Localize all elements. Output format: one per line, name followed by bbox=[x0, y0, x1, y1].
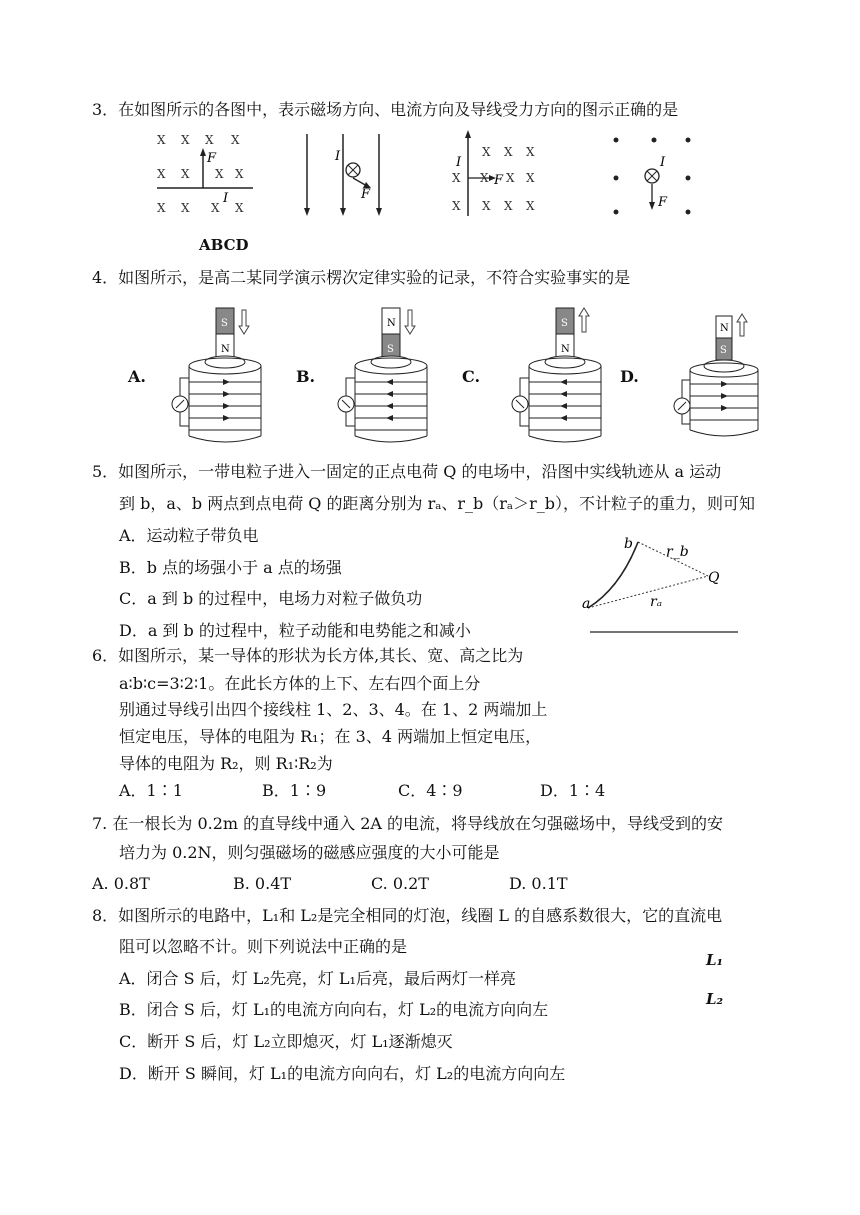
q5-option-d: D．a 到 b 的过程中，粒子动能和电势能之和减小 bbox=[119, 621, 471, 640]
q6-option-d: D．1∶4 bbox=[540, 781, 606, 800]
q3a-label-I: I bbox=[223, 191, 229, 206]
q3b-label-I: I bbox=[335, 149, 341, 164]
q4d-magnet-bottom: S bbox=[720, 345, 727, 356]
svg-text:X: X bbox=[181, 133, 190, 147]
q4-figure-a bbox=[160, 300, 280, 450]
q7-line1: 7. 在一根长为 0.2m 的直导线中通入 2A 的电流，将导线放在匀强磁场中，导线受到的安 bbox=[92, 814, 724, 833]
svg-text:X: X bbox=[181, 167, 190, 181]
svg-text:X: X bbox=[211, 201, 220, 215]
q4-figure-b bbox=[326, 300, 446, 450]
q3c-label-I: I bbox=[456, 155, 462, 170]
q3-figure-d bbox=[602, 130, 702, 220]
q4a-magnet-top: S bbox=[221, 318, 228, 329]
q4-figure-c bbox=[500, 300, 620, 450]
q7-line2: 培力为 0.2N，则匀强磁场的磁感应强度的大小可能是 bbox=[119, 843, 500, 862]
svg-text:X: X bbox=[205, 133, 214, 147]
q3-figure-b bbox=[295, 130, 395, 220]
q5-label-rb: r_b bbox=[666, 544, 689, 560]
q7-option-a: A. 0.8T bbox=[92, 874, 150, 893]
svg-text:X: X bbox=[231, 133, 240, 147]
q6-line1: 6．如图所示，某一导体的形状为长方体,其长、宽、高之比为 bbox=[92, 646, 524, 665]
q5-stem-line1: 5．如图所示，一带电粒子进入一固定的正点电荷 Q 的电场中，沿图中实线轨迹从 a 运动 bbox=[92, 462, 722, 481]
q8-side-label-L1: L₁ bbox=[706, 951, 724, 969]
svg-text:X: X bbox=[504, 145, 513, 159]
q5-label-ra: rₐ bbox=[650, 594, 662, 610]
q4-figure-d bbox=[660, 300, 780, 450]
q5-option-b: B．b 点的场强小于 a 点的场强 bbox=[119, 558, 342, 577]
q4c-magnet-top: S bbox=[561, 318, 568, 329]
svg-text:X: X bbox=[482, 199, 491, 213]
q3c-label-F: F bbox=[494, 173, 504, 188]
q5-label-b: b bbox=[624, 536, 633, 552]
q7-option-d: D. 0.1T bbox=[509, 874, 568, 893]
q7-option-c: C. 0.2T bbox=[371, 874, 429, 893]
q4d-magnet-top: N bbox=[720, 323, 729, 334]
q4b-magnet-bottom: S bbox=[387, 344, 394, 355]
q8-option-b: B．闭合 S 后，灯 L₁的电流方向向右，灯 L₂的电流方向向左 bbox=[119, 1000, 549, 1019]
q8-option-d: D．断开 S 瞬间，灯 L₁的电流方向向右，灯 L₂的电流方向向左 bbox=[119, 1064, 566, 1083]
q8-side-label-L2: L₂ bbox=[706, 990, 724, 1008]
q3d-label-F: F bbox=[658, 195, 668, 210]
svg-text:X: X bbox=[526, 199, 535, 213]
q3-stem: 3．在如图所示的各图中，表示磁场方向、电流方向及导线受力方向的图示正确的是 bbox=[92, 100, 679, 119]
svg-text:X: X bbox=[157, 201, 166, 215]
svg-text:X: X bbox=[504, 199, 513, 213]
q6-line3: 别通过导线引出四个接线柱 1、2、3、4。在 1、2 两端加上 bbox=[119, 700, 548, 719]
q4b-magnet-top: N bbox=[387, 318, 396, 329]
q4-option-b-label: B. bbox=[296, 367, 316, 386]
q3-caption: ABCD bbox=[199, 236, 249, 254]
q6-option-b: B．1∶9 bbox=[262, 781, 327, 800]
q4-stem: 4．如图所示，是高二某同学演示楞次定律实验的记录，不符合实验事实的是 bbox=[92, 268, 631, 287]
svg-text:X: X bbox=[215, 167, 224, 181]
svg-text:X: X bbox=[480, 171, 489, 185]
q3a-label-F: F bbox=[207, 151, 217, 166]
svg-text:X: X bbox=[235, 201, 244, 215]
svg-text:X: X bbox=[526, 171, 535, 185]
svg-text:X: X bbox=[157, 133, 166, 147]
q3-figure-a bbox=[155, 130, 255, 220]
q4-option-c-label: C. bbox=[462, 367, 481, 386]
svg-text:X: X bbox=[506, 171, 515, 185]
q3d-label-I: I bbox=[660, 155, 666, 170]
q6-line4: 恒定电压，导体的电阻为 R₁；在 3、4 两端加上恒定电压， bbox=[119, 727, 542, 746]
q8-line2: 阻可以忽略不计。则下列说法中正确的是 bbox=[119, 937, 408, 956]
q5-figure bbox=[580, 528, 750, 638]
q7-option-b: B. 0.4T bbox=[233, 874, 292, 893]
svg-text:X: X bbox=[452, 199, 461, 213]
q4-option-d-label: D. bbox=[620, 367, 639, 386]
q6-option-a: A．1∶1 bbox=[119, 781, 183, 800]
q8-option-a: A．闭合 S 后，灯 L₂先亮，灯 L₁后亮，最后两灯一样亮 bbox=[119, 969, 516, 988]
svg-text:X: X bbox=[235, 167, 244, 181]
svg-text:X: X bbox=[181, 201, 190, 215]
q6-line5: 导体的电阻为 R₂，则 R₁∶R₂为 bbox=[119, 754, 333, 773]
q3b-label-F: F bbox=[361, 187, 371, 202]
svg-text:X: X bbox=[452, 171, 461, 185]
q8-option-c: C．断开 S 后，灯 L₂立即熄灭，灯 L₁逐渐熄灭 bbox=[119, 1032, 453, 1051]
q5-option-c: C．a 到 b 的过程中，电场力对粒子做负功 bbox=[119, 589, 423, 608]
q8-line1: 8．如图所示的电路中，L₁和 L₂是完全相同的灯泡，线圈 L 的自感系数很大，它的直流电 bbox=[92, 906, 723, 925]
q4a-magnet-bottom: N bbox=[221, 344, 230, 355]
q5-stem-line2: 到 b，a、b 两点到点电荷 Q 的距离分别为 rₐ、r_b（rₐ＞r_b），不计粒子的重力，则可知 bbox=[119, 494, 755, 513]
q3-figure-c bbox=[452, 130, 552, 220]
q5-label-a: a bbox=[582, 596, 591, 612]
q4-option-a-label: A. bbox=[128, 367, 146, 386]
q5-label-Q: Q bbox=[708, 570, 720, 586]
q5-option-a: A．运动粒子带负电 bbox=[119, 526, 259, 545]
q6-line2: a∶b∶c=3∶2∶1。在此长方体的上下、左右四个面上分 bbox=[119, 674, 481, 693]
q4c-magnet-bottom: N bbox=[561, 344, 570, 355]
svg-text:X: X bbox=[526, 145, 535, 159]
svg-text:X: X bbox=[482, 145, 491, 159]
svg-text:X: X bbox=[157, 167, 166, 181]
q6-option-c: C．4∶9 bbox=[398, 781, 463, 800]
